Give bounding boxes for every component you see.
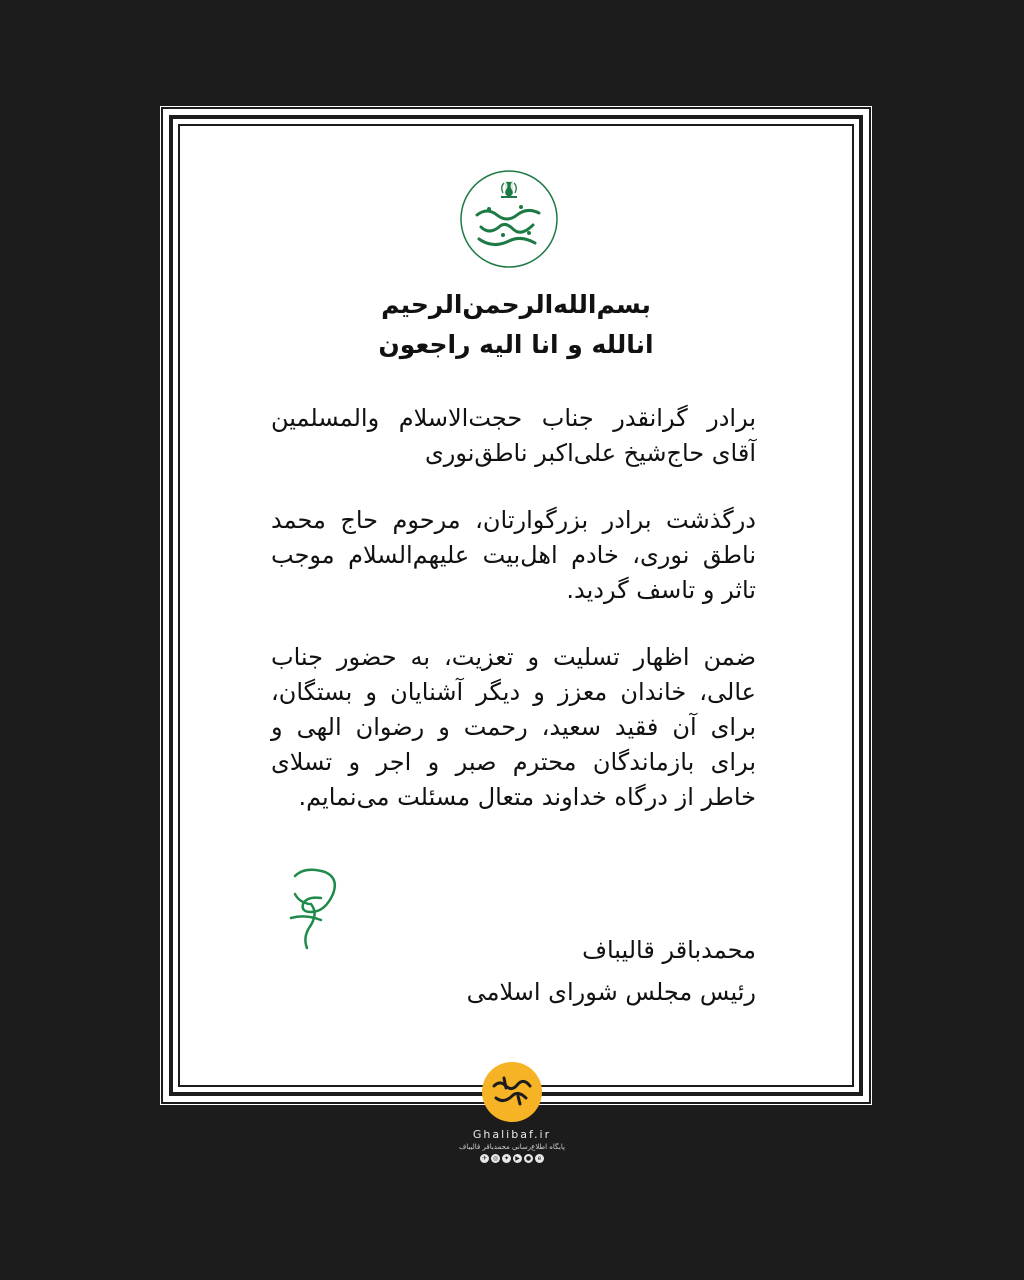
signer-name: محمدباقر قالیباف <box>582 936 756 964</box>
aparat-icon[interactable]: ● <box>525 1155 532 1162</box>
bismillah: بسم‌الله‌الرحمن‌الرحیم <box>381 290 651 319</box>
paragraph-1: درگذشت برادر بزرگوارتان، مرحوم حاج محمد ناطق نوری، خادم اهل‌بیت علیهم‌السلام موجب تاثر و تاسف گردید. <box>271 506 756 604</box>
paragraph-2: ضمن اظهار تسلیت و تعزیت، به حضور جناب عالی، خاندان معزز و دیگر آشنایان و بستگان، برای آن فقید سعید، رحمت و رضوان الهی و برای بازماندگان محترم صبر و اجر و تسلای خاطر از درگاه خداوند متعال مسئلت می‌نمایم. <box>271 643 756 811</box>
majlis-emblem-icon <box>459 169 559 269</box>
social-links <box>452 1154 572 1163</box>
youtube-icon[interactable]: ▶ <box>513 1154 522 1163</box>
footer-branding <box>452 1060 572 1163</box>
eitaa-icon[interactable]: e <box>535 1154 544 1163</box>
letter-body <box>271 401 756 847</box>
site-url[interactable]: Ghalibaf.ir <box>472 1128 552 1141</box>
ghalibaf-logo-icon[interactable] <box>480 1060 544 1124</box>
letter-header <box>163 285 869 365</box>
instagram-icon[interactable]: ◎ <box>492 1155 499 1162</box>
footer-tagline: پایگاه اطلاع‌رسانی محمدباقر قالیباف <box>459 1143 565 1151</box>
telegram-icon[interactable]: ✈ <box>481 1155 488 1162</box>
signer-title: رئیس مجلس شورای اسلامی <box>466 978 756 1006</box>
signer-block <box>271 929 756 1013</box>
addressee: برادر گرانقدر جناب حجت‌الاسلام والمسلمین آقای حاج‌شیخ علی‌اکبر ناطق‌نوری <box>271 404 756 467</box>
twitter-icon[interactable]: ✦ <box>503 1155 510 1162</box>
istirja: انالله و انا الیه راجعون <box>378 330 654 359</box>
letter-page <box>161 107 871 1104</box>
